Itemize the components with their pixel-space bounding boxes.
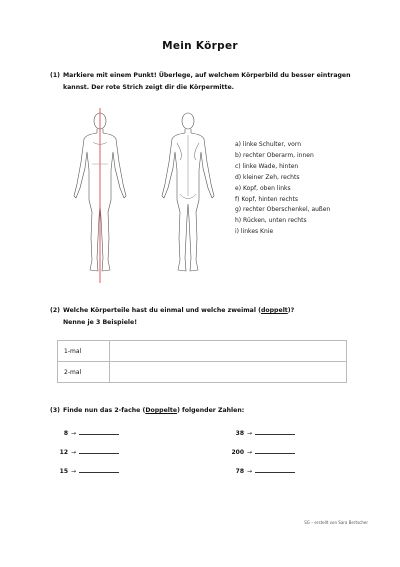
exercise-item xyxy=(54,448,119,456)
question-3-text-end: ) folgender Zahlen: xyxy=(177,407,245,414)
exercise-item xyxy=(54,429,119,437)
question-3-line xyxy=(63,405,244,416)
arrow-icon: → xyxy=(71,449,77,456)
question-2-text: Welche Körperteile hast du einmal und welche zweimal ( xyxy=(63,307,261,314)
exercise-item xyxy=(224,448,295,456)
question-3-text: Finde nun das 2-fache ( xyxy=(63,407,146,414)
body-part-item: c) linke Wade, hinten xyxy=(235,162,299,170)
exercise-item xyxy=(54,467,119,475)
answer-blank[interactable] xyxy=(79,467,119,473)
answer-blank[interactable] xyxy=(79,429,119,435)
question-1-line-2: kannst. Der rote Strich zeigt dir die Körpermitte. xyxy=(63,84,235,91)
table-row xyxy=(58,341,347,362)
exercise-number: 38 xyxy=(235,430,244,437)
question-1 xyxy=(50,70,370,94)
question-2 xyxy=(50,305,370,329)
table-row-label: 1-mal xyxy=(58,341,110,362)
body-back-figure xyxy=(162,113,214,271)
answer-blank[interactable] xyxy=(79,448,119,454)
body-part-item: h) Rücken, unten rechts xyxy=(235,217,307,225)
question-3-underlined-word: Doppelte xyxy=(145,407,178,414)
answer-blank[interactable] xyxy=(255,448,295,454)
exercise-number: 15 xyxy=(59,468,68,475)
body-part-item: d) kleiner Zeh, rechts xyxy=(235,173,300,181)
table-row xyxy=(58,362,347,383)
exercise-number: 78 xyxy=(235,468,244,475)
question-3 xyxy=(50,405,370,417)
exercise-item xyxy=(224,467,295,475)
arrow-icon: → xyxy=(247,449,253,456)
body-figures xyxy=(62,108,232,283)
exercise-number: 200 xyxy=(231,449,244,456)
page-title: Mein Körper xyxy=(162,40,238,52)
body-part-item: e) Kopf, oben links xyxy=(235,184,291,192)
question-3-number: (3) xyxy=(50,407,60,414)
answer-cell-twice[interactable] xyxy=(110,362,347,383)
answer-blank[interactable] xyxy=(255,429,295,435)
question-2-line-1 xyxy=(63,305,294,316)
question-1-number: (1) xyxy=(50,72,60,79)
answer-blank[interactable] xyxy=(255,467,295,473)
question-1-line-1: Markiere mit einem Punkt! Überlege, auf welchem Körperbild du besser eintragen xyxy=(63,72,351,79)
body-part-item: i) linkes Knie xyxy=(235,228,274,236)
body-part-item: g) rechter Oberschenkel, außen xyxy=(235,206,331,214)
body-part-item: a) linke Schulter, vorn xyxy=(235,141,302,148)
arrow-icon: → xyxy=(247,468,253,475)
question-2-line-2: Nenne je 3 Beispiele! xyxy=(63,319,138,326)
question-2-underlined-word: doppelt xyxy=(260,307,288,314)
answer-table xyxy=(57,340,347,383)
exercise-number: 12 xyxy=(59,449,68,456)
body-part-item: b) rechter Oberarm, innen xyxy=(235,151,314,159)
arrow-icon: → xyxy=(247,430,253,437)
answer-cell-once[interactable] xyxy=(110,341,347,362)
body-part-item: f) Kopf, hinten rechts xyxy=(235,195,299,203)
arrow-icon: → xyxy=(71,430,77,437)
exercise-item xyxy=(224,429,295,437)
question-2-text-end: )? xyxy=(287,307,295,314)
table-row-label: 2-mal xyxy=(58,362,110,383)
body-parts-list xyxy=(235,140,330,238)
footer-credit: SG – erstellt von Sara Bertscher xyxy=(304,520,368,525)
arrow-icon: → xyxy=(71,468,77,475)
question-2-number: (2) xyxy=(50,307,60,314)
exercise-number: 8 xyxy=(63,430,68,437)
